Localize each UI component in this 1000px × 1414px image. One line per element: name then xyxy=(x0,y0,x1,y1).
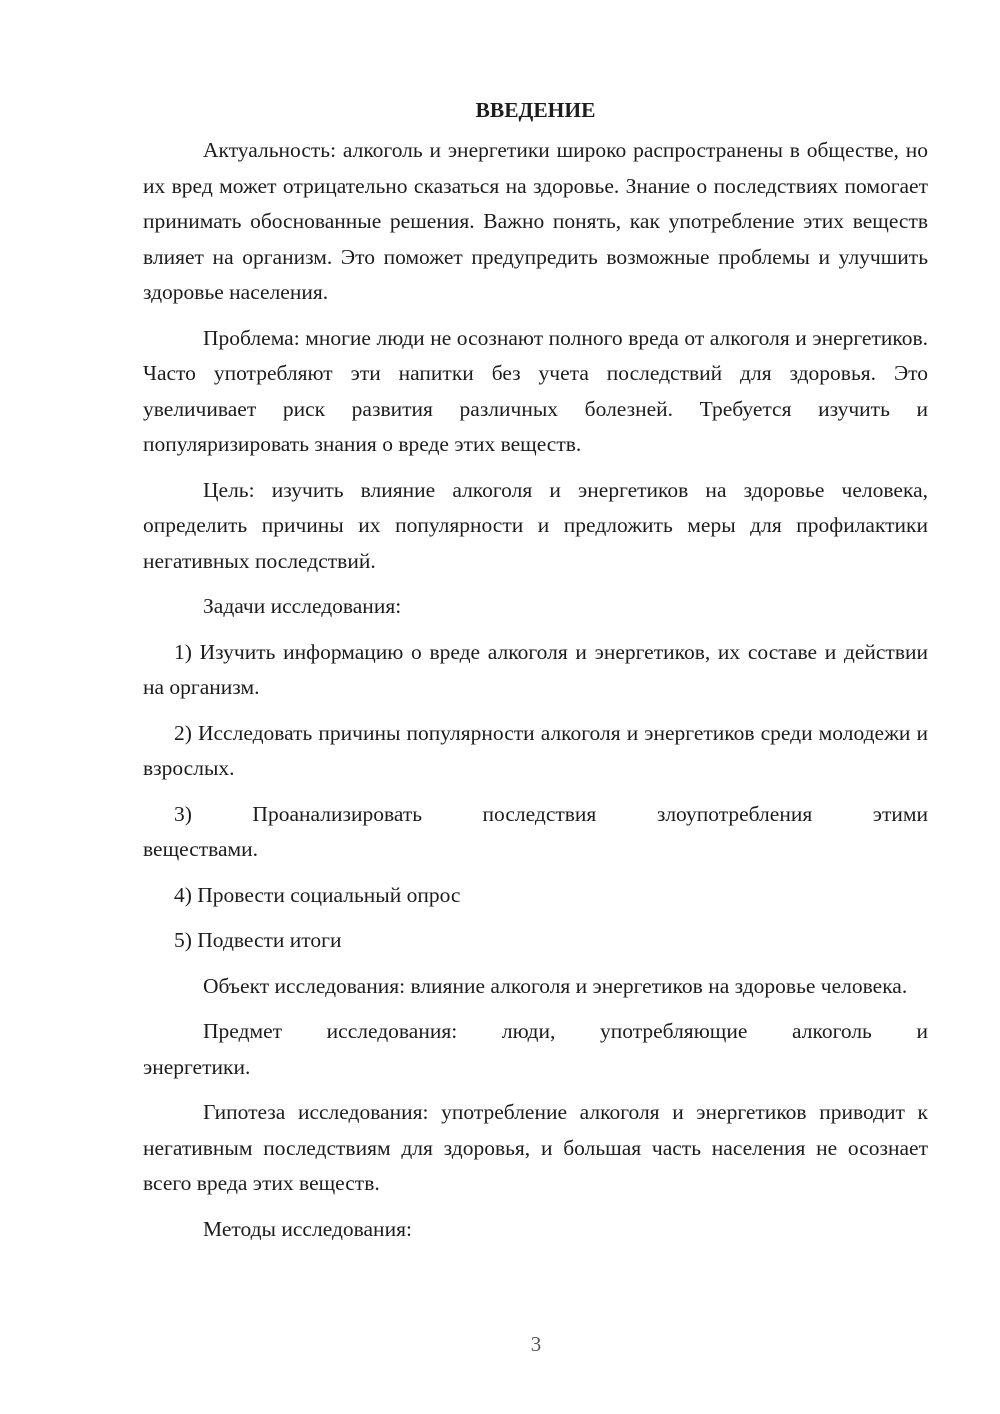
section-title: ВВЕДЕНИЕ xyxy=(475,98,596,122)
subject-paragraph xyxy=(143,1014,928,1085)
subject-line-1: Предмет исследования: люди, употребляющие алкоголь и xyxy=(203,1019,928,1043)
task-item-4: 4) Провести социальный опрос xyxy=(174,882,461,907)
relevance-paragraph: Актуальность: алкоголь и энергетики широко распространены в обществе, но их вред может отрицательно сказаться на здоровье. Знание о последствиях помогает принимать обоснованные решения. Важно понять, как употребление этих веществ влияет на организм. Это поможет предупредить возможные проблемы и улучшить здоровье населения. xyxy=(143,138,928,304)
task-item-3 xyxy=(143,797,928,868)
subject-line-2: энергетики. xyxy=(143,1054,251,1079)
page-content xyxy=(143,92,928,1257)
goal-paragraph: Цель: изучить влияние алкоголя и энергетиков на здоровье человека, определить причины их популярности и предложить меры для профилактики негативных последствий. xyxy=(143,477,928,573)
object-paragraph: Объект исследования: влияние алкоголя и энергетиков на здоровье человека. xyxy=(203,973,908,998)
tasks-heading: Задачи исследования: xyxy=(203,594,402,618)
hypothesis-paragraph: Гипотеза исследования: употребление алкоголя и энергетиков приводит к негативным последствиям для здоровья, и большая часть населения не осознает всего вреда этих веществ. xyxy=(143,1100,928,1195)
methods-heading: Методы исследования: xyxy=(203,1216,412,1241)
task-item-1: 1) Изучить информацию о вреде алкоголя и энергетиков, их составе и действии на организм. xyxy=(143,639,928,699)
task-item-3-line2: веществами. xyxy=(143,837,259,861)
task-item-2: 2) Исследовать причины популярности алкоголя и энергетиков среди молодежи и взрослых. xyxy=(143,720,928,780)
page-number: 3 xyxy=(530,1332,542,1356)
task-item-5: 5) Подвести итоги xyxy=(174,928,342,952)
problem-paragraph: Проблема: многие люди не осознают полного вреда от алкоголя и энергетиков. Часто употребляют эти напитки без учета последствий для здоровья. Это увеличивает риск развития различных болезней. Требуется изучить и популяризировать знания о вреде этих веществ. xyxy=(143,325,928,456)
task-item-3-line1: 3) Проанализировать последствия злоупотребления этими xyxy=(174,801,928,826)
